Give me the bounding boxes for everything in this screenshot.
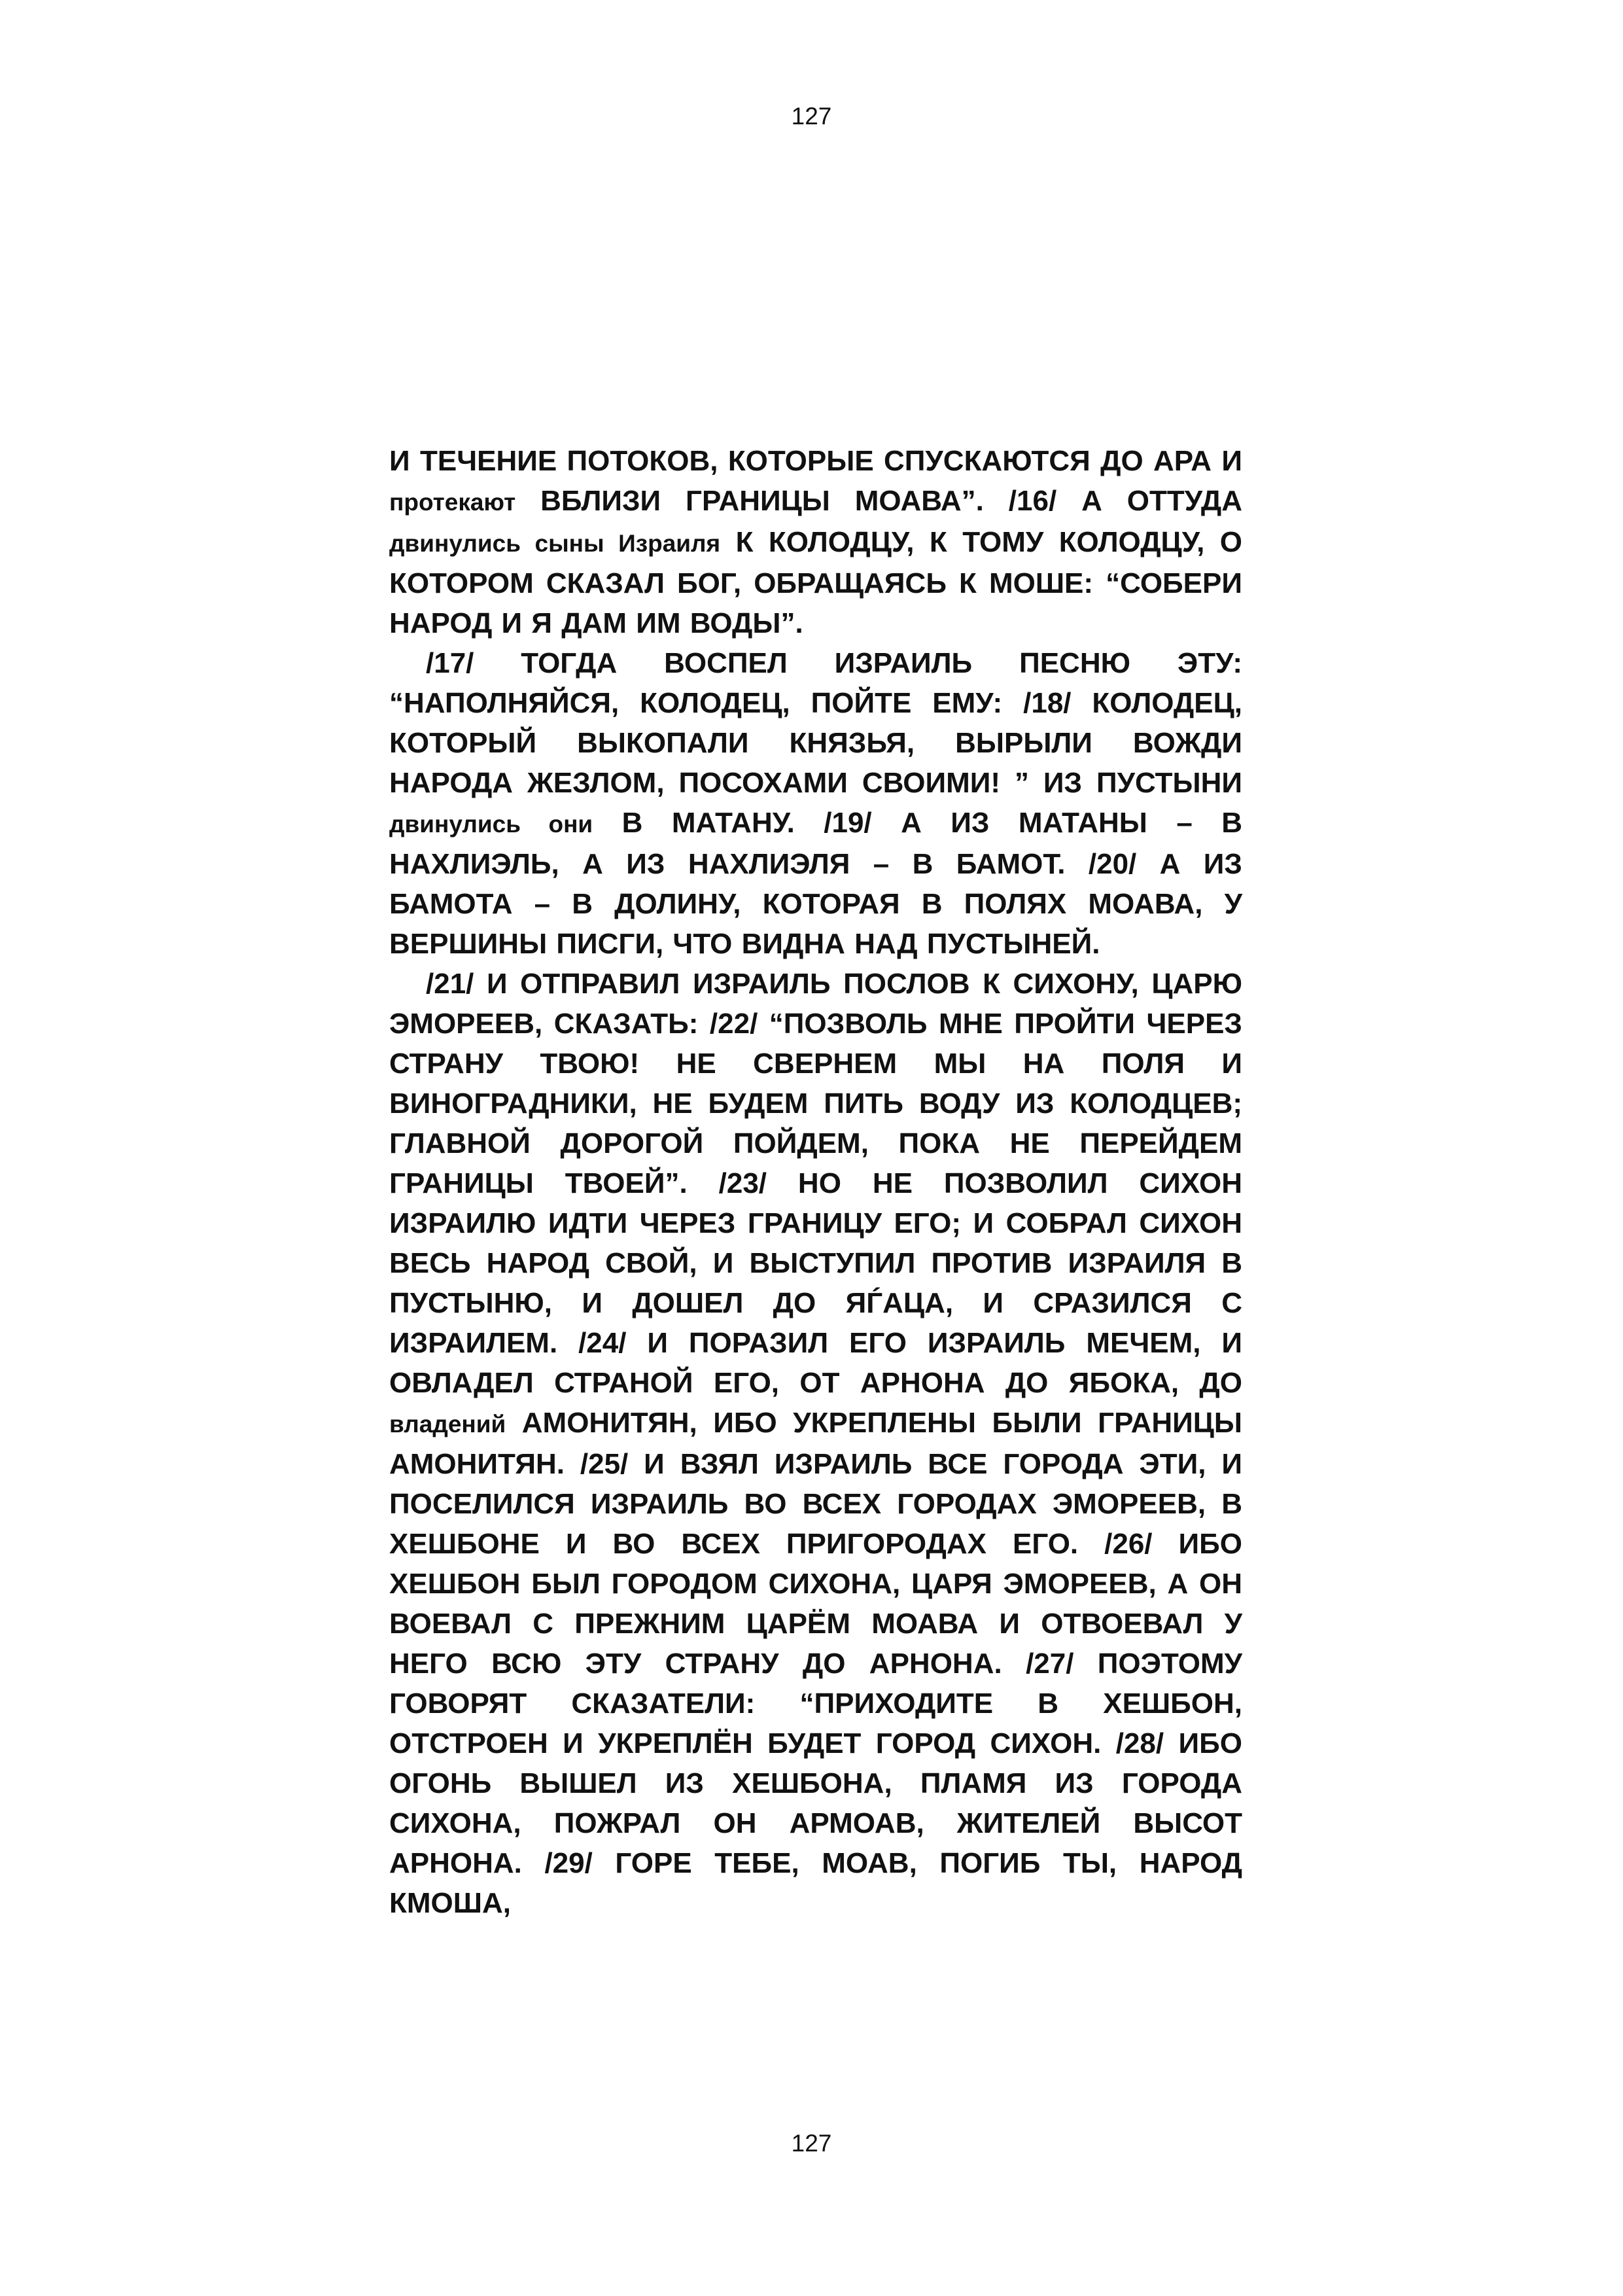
paragraph-verse-15-16 [389, 441, 1242, 643]
text-segment-small: владений [389, 1411, 506, 1438]
text-segment: К КОЛОДЦУ, К ТОМУ КОЛОДЦУ, О КОТОРОМ СКАЗАЛ БОГ, ОБРАЩАЯСЬ К МОШЕ: “СОБЕРИ НАРОД И Я ДАМ ИМ ВОДЫ”. [389, 526, 1242, 639]
page-number-top: 127 [791, 103, 832, 130]
text-segment: /17/ ТОГДА ВОСПЕЛ ИЗРАИЛЬ ПЕСНЮ ЭТУ: “НАПОЛНЯЙСЯ, КОЛОДЕЦ, ПОЙТЕ ЕМУ: /18/ КОЛОДЕЦ, КОТОРЫЙ ВЫКОПАЛИ КНЯЗЬЯ, ВЫРЫЛИ ВОЖДИ НАРОДА ЖЕЗЛОМ, ПОСОХАМИ СВОИМИ! ” ИЗ ПУСТЫНИ [389, 647, 1242, 799]
text-segment-small: двинулись сыны Израиля [389, 530, 721, 557]
paragraph-verse-21-29 [389, 964, 1242, 1923]
text-segment: В МАТАНУ. /19/ А ИЗ МАТАНЫ – В НАХЛИЭЛЬ, А ИЗ НАХЛИЭЛЯ – В БАМОТ. /20/ А ИЗ БАМОТА – В ДОЛИНУ, КОТОРАЯ В ПОЛЯХ МОАВА, У ВЕРШИНЫ ПИСГИ, ЧТО ВИДНА НАД ПУСТЫНЕЙ. [389, 807, 1242, 960]
body-text [389, 441, 1242, 1923]
text-segment-small: протекают [389, 489, 516, 516]
text-segment-small: двинулись они [389, 811, 593, 838]
text-segment: АМОНИТЯН, ИБО УКРЕПЛЕНЫ БЫЛИ ГРАНИЦЫ АМОНИТЯН. /25/ И ВЗЯЛ ИЗРАИЛЬ ВСЕ ГОРОДА ЭТИ, И ПОСЕЛИЛСЯ ИЗРАИЛЬ ВО ВСЕХ ГОРОДАХ ЭМОРЕЕВ, В ХЕШБОНЕ И ВО ВСЕХ ПРИГОРОДАХ ЕГО. /26/ ИБО ХЕШБОН БЫЛ ГОРОДОМ СИХОНА, ЦАРЯ ЭМОРЕЕВ, А ОН ВОЕВАЛ С ПРЕЖНИМ ЦАРЁМ МОАВА И ОТВОЕВАЛ У НЕГО ВСЮ ЭТУ СТРАНУ ДО АРНОНА. /27/ ПОЭТОМУ ГОВОРЯТ СКАЗАТЕЛИ: “ПРИХОДИТЕ В ХЕШБОН, ОТСТРОЕН И УКРЕПЛЁН БУДЕТ ГОРОД СИХОН. /28/ ИБО ОГОНЬ ВЫШЕЛ ИЗ ХЕШБОНА, ПЛАМЯ ИЗ ГОРОДА СИХОНА, ПОЖРАЛ ОН АРМОАВ, ЖИТЕЛЕЙ ВЫСОТ АРНОНА. /29/ ГОРЕ ТЕБЕ, МОАВ, ПОГИБ ТЫ, НАРОД КМОША, [389, 1407, 1242, 1919]
text-segment: ВБЛИЗИ ГРАНИЦЫ МОАВА”. /16/ А ОТТУДА [515, 485, 1242, 517]
paragraph-verse-17-20 [389, 643, 1242, 964]
page-number-bottom: 127 [791, 2130, 832, 2157]
text-segment: /21/ И ОТПРАВИЛ ИЗРАИЛЬ ПОСЛОВ К СИХОНУ, ЦАРЮ ЭМОРЕЕВ, СКАЗАТЬ: /22/ “ПОЗВОЛЬ МНЕ ПРОЙТИ ЧЕРЕЗ СТРАНУ ТВОЮ! НЕ СВЕРНЕМ МЫ НА ПОЛЯ И ВИНОГРАДНИКИ, НЕ БУДЕМ ПИТЬ ВОДУ ИЗ КОЛОДЦЕВ; ГЛАВНОЙ ДОРОГОЙ ПОЙДЕМ, ПОКА НЕ ПЕРЕЙДЕМ ГРАНИЦЫ ТВОЕЙ”. /23/ НО НЕ ПОЗВОЛИЛ СИХОН ИЗРАИЛЮ ИДТИ ЧЕРЕЗ ГРАНИЦУ ЕГО; И СОБРАЛ СИХОН ВЕСЬ НАРОД СВОЙ, И ВЫСТУПИЛ ПРОТИВ ИЗРАИЛЯ В ПУСТЫНЮ, И ДОШЕЛ ДО ЯЃАЦА, И СРАЗИЛСЯ С ИЗРАИЛЕМ. /24/ И ПОРАЗИЛ ЕГО ИЗРАИЛЬ МЕЧЕМ, И ОВЛАДЕЛ СТРАНОЙ ЕГО, ОТ АРНОНА ДО ЯБОКА, ДО [389, 968, 1242, 1399]
text-segment: И ТЕЧЕНИЕ ПОТОКОВ, КОТОРЫЕ СПУСКАЮТСЯ ДО АРА И [389, 445, 1242, 477]
